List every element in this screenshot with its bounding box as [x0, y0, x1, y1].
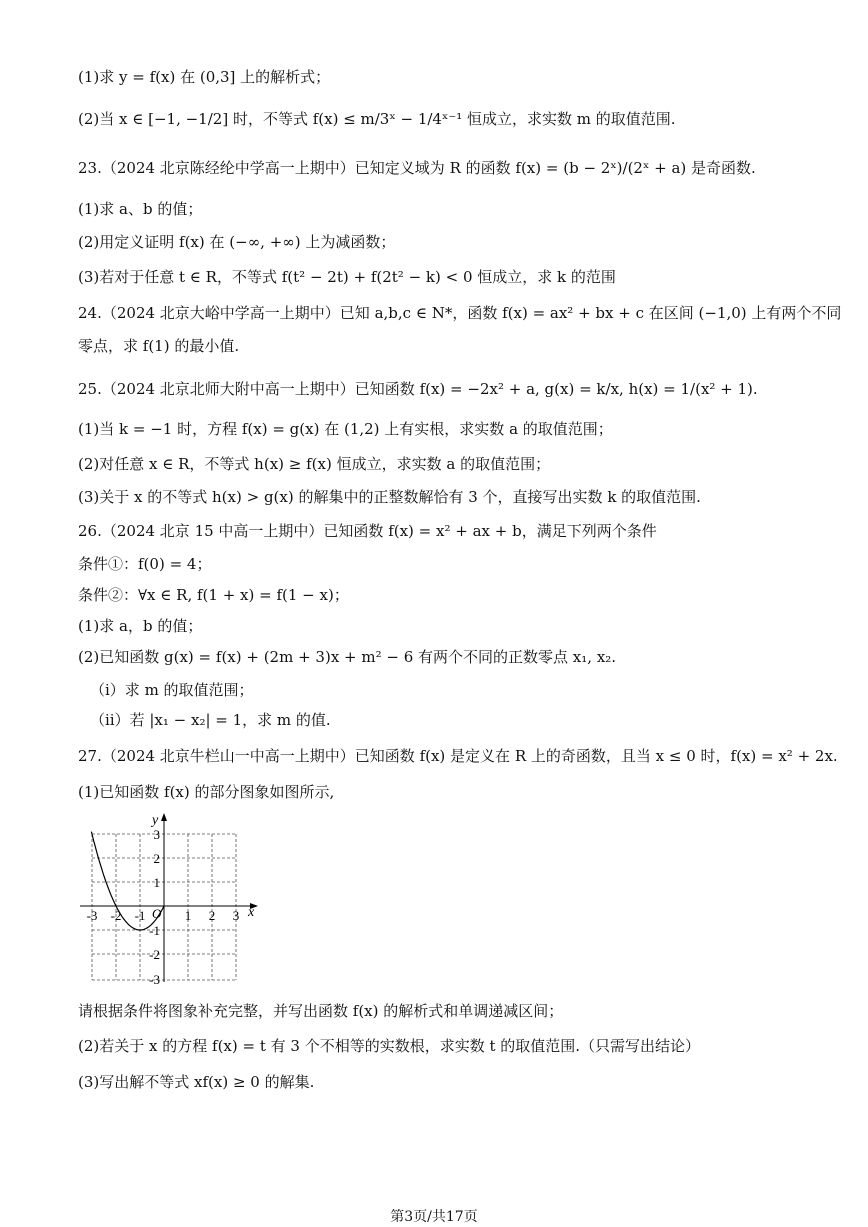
- q25-stem: 25.（2024 北京北师大附中高一上期中）已知函数 f(x) = −2x² + a, g(x) = k/x, h(x) = 1/(x² + 1).: [78, 380, 758, 398]
- q23-part2: (2)用定义证明 f(x) 在 (−∞, +∞) 上为减函数；: [78, 233, 396, 251]
- x-axis-label: x: [248, 905, 255, 920]
- q27-part1-task: 请根据条件将图象补充完整，并写出函数 f(x) 的解析式和单调递减区间；: [78, 1002, 564, 1020]
- origin-label: O: [152, 906, 162, 921]
- y-tick-label: -3: [149, 972, 160, 987]
- q26-part2: (2)已知函数 g(x) = f(x) + (2m + 3)x + m² − 6 有两个不同的正数零点 x₁, x₂.: [78, 648, 617, 666]
- y-axis-arrow: [161, 813, 167, 821]
- y-tick-label: 1: [153, 875, 160, 890]
- q24-stem: 24.（2024 北京大峪中学高一上期中）已知 a,b,c ∈ N*，函数 f(x) = ax² + bx + c 在区间 (−1,0) 上有两个不同: [78, 304, 842, 322]
- x-tick-label: -2: [110, 908, 122, 923]
- y-tick-label: -1: [149, 923, 160, 938]
- q26-condition1: 条件①：f(0) = 4；: [78, 555, 212, 573]
- y-tick-label: 2: [153, 851, 160, 866]
- q26-stem: 26.（2024 北京 15 中高一上期中）已知函数 f(x) = x² + ax + b，满足下列两个条件: [78, 522, 657, 540]
- q22-part2: (2)当 x ∈ [−1, −1/2] 时，不等式 f(x) ≤ m/3ˣ − 1/4ˣ⁻¹ 恒成立，求实数 m 的取值范围.: [78, 110, 676, 128]
- q27-part3: (3)写出解不等式 xf(x) ≥ 0 的解集.: [78, 1073, 315, 1091]
- q27-part2: (2)若关于 x 的方程 f(x) = t 有 3 个不相等的实数根，求实数 t 的取值范围.（只需写出结论）: [78, 1037, 701, 1055]
- x-tick-label: 1: [184, 908, 192, 923]
- y-axis-label: y: [152, 813, 159, 828]
- q23-stem: 23.（2024 北京陈经纶中学高一上期中）已知定义域为 R 的函数 f(x) = (b − 2ˣ)/(2ˣ + a) 是奇函数.: [78, 159, 756, 177]
- x-tick-label: 2: [208, 908, 216, 923]
- function-graph-figure: [76, 808, 266, 988]
- q23-part1: (1)求 a、b 的值；: [78, 200, 203, 218]
- q26-condition2: 条件②：∀x ∈ R, f(1 + x) = f(1 − x)；: [78, 586, 349, 604]
- y-tick-label: 3: [153, 827, 160, 842]
- x-tick-label: 3: [232, 908, 240, 923]
- y-tick-label: -2: [149, 947, 160, 962]
- q26-part1: (1)求 a，b 的值；: [78, 617, 203, 635]
- q27-part1: (1)已知函数 f(x) 的部分图象如图所示,: [78, 783, 335, 801]
- q22-part1: (1)求 y = f(x) 在 (0,3] 上的解析式；: [78, 68, 331, 86]
- x-tick-label: -1: [134, 908, 146, 923]
- q25-part1: (1)当 k = −1 时，方程 f(x) = g(x) 在 (1,2) 上有实根，求实数 a 的取值范围；: [78, 420, 613, 438]
- q27-stem: 27.（2024 北京牛栏山一中高一上期中）已知函数 f(x) 是定义在 R 上的奇函数，且当 x ≤ 0 时，f(x) = x² + 2x.: [78, 747, 838, 765]
- x-tick-label: -3: [86, 908, 98, 923]
- q26-part2-ii: （ⅱ）若 |x₁ − x₂| = 1，求 m 的值.: [90, 711, 331, 729]
- page-footer: 第3页/共17页: [390, 1209, 478, 1225]
- q23-part3: (3)若对于任意 t ∈ R，不等式 f(t² − 2t) + f(2t² − k) < 0 恒成立，求 k 的范围: [78, 268, 616, 286]
- q26-part2-i: （ⅰ）求 m 的取值范围；: [90, 681, 254, 699]
- q25-part2: (2)对任意 x ∈ R，不等式 h(x) ≥ f(x) 恒成立，求实数 a 的取值范围；: [78, 455, 551, 473]
- q25-part3: (3)关于 x 的不等式 h(x) > g(x) 的解集中的正整数解恰有 3 个，直接写出实数 k 的取值范围.: [78, 488, 701, 506]
- q24-stem-cont: 零点，求 f(1) 的最小值.: [78, 337, 240, 355]
